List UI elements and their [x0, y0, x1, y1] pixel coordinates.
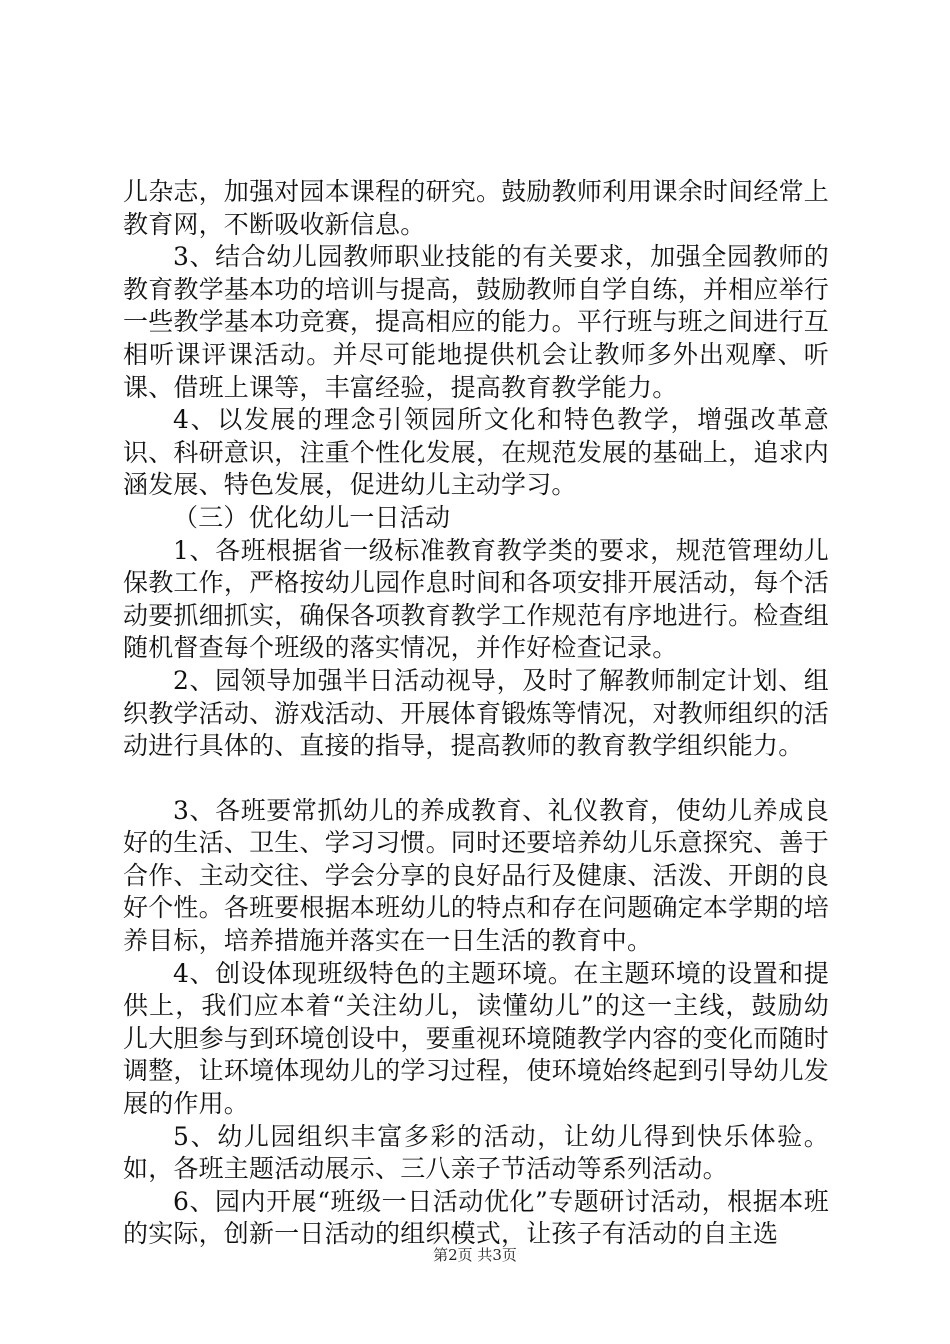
paragraph-item-6-research: 6、园内开展“班级一日活动优化”专题研讨活动，根据本班的实际，创新一日活动的组织模式，让孩子有活动的自主选: [123, 1186, 829, 1249]
paragraph-item-3-skills: 3、结合幼儿园教师职业技能的有关要求，加强全园教师的教育教学基本功的培训与提高，鼓励教师自学自练，并相应举行一些教学基本功竞赛，提高相应的能力。平行班与班之间进行互相听课评课活动。并尽可能地提供机会让教师多外出观摩、听课、借班上课等，丰富经验，提高教育教学能力。: [123, 242, 829, 402]
paragraph-item-2-supervision: 2、园领导加强半日活动视导，及时了解教师制定计划、组织教学活动、游戏活动、开展体育锻炼等情况，对教师组织的活动进行具体的、直接的指导，提高教师的教育教学组织能力。: [123, 665, 829, 761]
page-number-footer: 第2页 共3页: [433, 1246, 517, 1264]
paragraph-item-3-habits: 3、各班要常抓幼儿的养成教育、礼仪教育，使幼儿养成良好的生活、卫生、学习习惯。同时还要培养幼儿乐意探究、善于合作、主动交往、学会分享的良好品行及健康、活泼、开朗的良好个性。各班要根据本班幼儿的特点和存在问题确定本学期的培养目标，培养措施并落实在一日生活的教育中。: [123, 795, 829, 956]
paragraph-item-1-standards: 1、各班根据省一级标准教育教学类的要求，规范管理幼儿保教工作，严格按幼儿园作息时间和各项安排开展活动，每个活动要抓细抓实，确保各项教育教学工作规范有序地进行。检查组随机督查每个班级的落实情况，并作好检查记录。: [123, 535, 829, 663]
paragraph-item-4-environment: 4、创设体现班级特色的主题环境。在主题环境的设置和提供上，我们应本着“关注幼儿，读懂幼儿”的这一主线，鼓励幼儿大胆参与到环境创设中，要重视环境随教学内容的变化而随时调整，让环境体现幼儿的学习过程，使环境始终起到引导幼儿发展的作用。: [123, 958, 829, 1119]
paragraph-item-4-development: 4、以发展的理念引领园所文化和特色教学，增强改革意识、科研意识，注重个性化发展，在规范发展的基础上，追求内涵发展、特色发展，促进幼儿主动学习。: [123, 405, 829, 500]
section-heading: （三）优化幼儿一日活动: [173, 502, 451, 532]
paragraph-continued: 儿杂志，加强对园本课程的研究。鼓励教师利用课余时间经常上教育网，不断吸收新信息。: [123, 177, 829, 239]
paragraph-gap: [123, 763, 829, 795]
document-body: [123, 176, 829, 1251]
paragraph-item-5-activities: 5、幼儿园组织丰富多彩的活动，让幼儿得到快乐体验。如，各班主题活动展示、三八亲子节活动等系列活动。: [123, 1121, 829, 1184]
